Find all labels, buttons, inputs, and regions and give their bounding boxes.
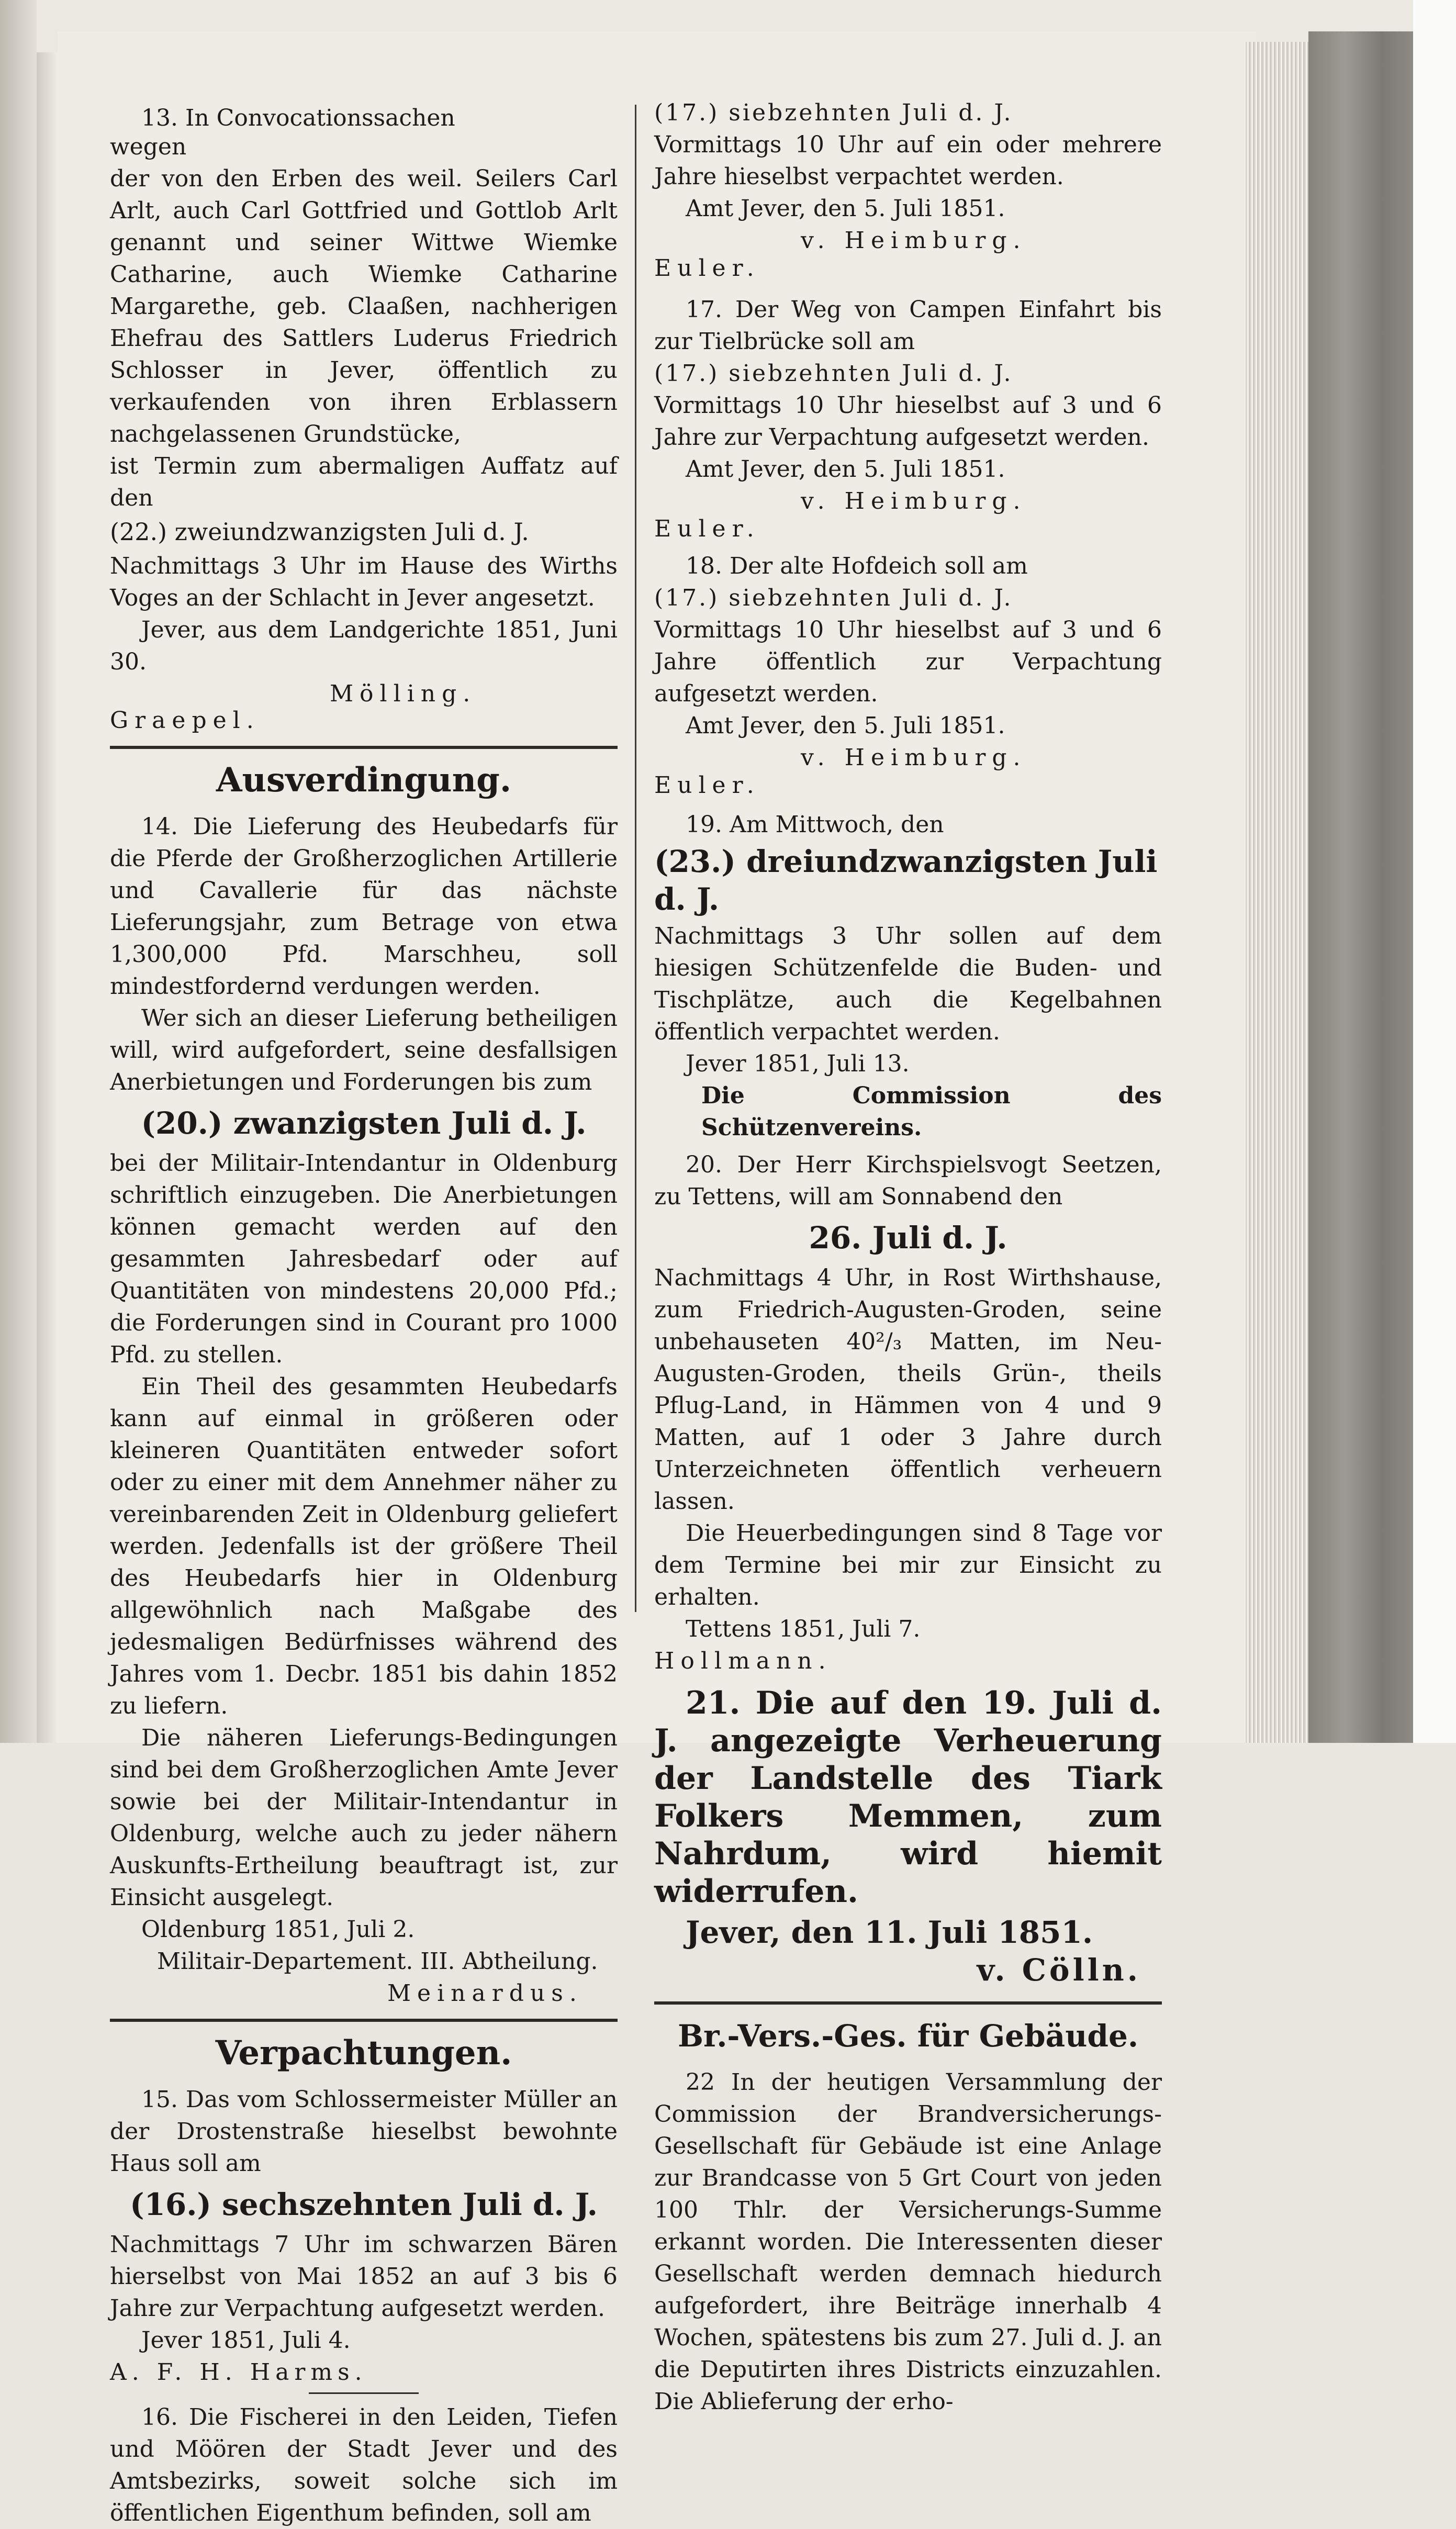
notice-14-p5: Die näheren Lieferungs-Bedingungen sind bei dem Großherzoglichen Amte Jever sowie bei der Militair-Intendantur in Oldenburg, welche auch zu jeder nähern Auskunfts-Ertheilung beauftragt ist, zur Einsicht ausgelegt. [110, 1725, 618, 1911]
section-rule [110, 2019, 618, 2022]
notice-14-place: Oldenburg 1851, Juli 2. [141, 1916, 415, 1943]
notice-13-body: der von den Erben des weil. Seilers Carl Arlt, auch Carl Gottfried und Gottlob Arlt genannt und seiner Wittwe Wiemke Catharine, auch Wiemke Catharine Margarethe, geb. Claaßen, nachherigen Ehefrau des Sattlers Luderus Friedrich Schlosser in Jever, öffentlich zu verkaufenden von ihren Erblassern nachgelassenen Grundstücke, [110, 165, 618, 447]
notice-17-signature-1: v. Heimburg. [801, 488, 1027, 514]
notice-17-p2: Vormittags 10 Uhr hieselbst auf 3 und 6 Jahre zur Verpachtung aufgesetzt werden. [654, 392, 1162, 451]
notice-18 [654, 550, 1162, 801]
notice-15-signature: A. F. H. Harms. [110, 2359, 367, 2386]
notice-13 [110, 102, 618, 736]
notice-18-p1: 18. Der alte Hofdeich soll am [686, 553, 1028, 579]
notice-18-signature-2: Euler. [654, 772, 760, 799]
left-column [110, 102, 618, 2529]
notice-13-line1: 13. In Convocationssachen [141, 105, 455, 131]
notice-13-place: Jever, aus dem Landgerichte 1851, Juni 30. [110, 617, 618, 675]
notice-17 [654, 294, 1162, 545]
notice-15-date: (16.) sechszehnten Juli d. J. [130, 2187, 598, 2222]
notice-18-place: Amt Jever, den 5. Juli 1851. [686, 712, 1005, 739]
notice-15-p1: 15. Das vom Schlossermeister Müller an der Drostenstraße hieselbst bewohnte Haus soll am [110, 2086, 618, 2177]
notice-20-signature: Hollmann. [654, 1648, 832, 1674]
notice-15 [110, 2084, 618, 2388]
background-cloth [1413, 0, 1456, 1743]
notice-18-date: (17.) siebzehnten Juli d. J. [654, 585, 1013, 611]
cont-p1: Vormittags 10 Uhr auf ein oder mehrere Jahre hieselbst verpachtet werden. [654, 131, 1162, 190]
heading-verpachtungen: Verpachtungen. [215, 2033, 512, 2073]
column-separator [635, 105, 636, 1612]
notice-18-signature-1: v. Heimburg. [801, 744, 1027, 771]
cont-signature-2: Euler. [654, 255, 760, 282]
notice-20-p2: Nachmittags 4 Uhr, in Rost Wirthshause, zum Friedrich-Augusten-Groden, seine unbehauseten 40²/₃ Matten, im Neu-Augusten-Groden, theils Grün-, theils Pflug-Land, in Hämmen von 4 und 9 Matten, auf 1 oder 3 Jahre durch Unterzeichneten öffentlich verheuern lassen. [654, 1264, 1162, 1515]
notice-19-place: Jever 1851, Juli 13. [686, 1050, 910, 1077]
notice-20-p3: Die Heuerbedingungen sind 8 Tage vor dem Termine bei mir zur Einsicht zu erhalten. [654, 1520, 1162, 1610]
notice-14 [110, 811, 618, 2009]
notice-17-date: (17.) siebzehnten Juli d. J. [654, 360, 1013, 387]
notice-16-p1: 16. Die Fischerei in den Leiden, Tiefen und Möören der Stadt Jever und des Amtsbezirks, soweit solche sich im öffentlichen Eigenthum befinden, soll am [110, 2404, 618, 2526]
notice-20-place: Tettens 1851, Juli 7. [686, 1616, 921, 1642]
notice-17-place: Amt Jever, den 5. Juli 1851. [686, 456, 1005, 483]
notice-16 [110, 2401, 618, 2529]
notice-19 [654, 809, 1162, 1144]
notice-21-place: Jever, den 11. Juli 1851. [686, 1915, 1093, 1950]
notice-14-signature: Meinardus. [387, 1980, 583, 2007]
notice-14-department: Militair-Departement. III. Abtheilung. [157, 1948, 598, 1975]
notice-21-signature: v. Cölln. [977, 1952, 1141, 1988]
notice-19-p1: 19. Am Mittwoch, den [686, 811, 944, 838]
section-rule [110, 746, 618, 749]
notice-14-p1: 14. Die Lieferung des Heubedarfs für die Pferde der Großherzoglichen Artillerie und Cavallerie für das nächste Lieferungsjahr, zum Betrage von etwa 1,300,000 Pfd. Marschheu, soll mindestfordernd verdungen werden. [110, 813, 618, 1000]
cont-date: (17.) siebzehnten Juli d. J. [654, 99, 1013, 126]
book-cover-board [1308, 31, 1413, 1743]
notice-14-p2: Wer sich an dieser Lieferung betheiligen will, wird aufgefordert, seine desfallsigen Anerbietungen und Forderungen bis zum [110, 1005, 618, 1095]
notice-14-date: (20.) zwanzigsten Juli d. J. [141, 1105, 587, 1141]
section-rule [654, 2001, 1162, 2005]
notice-21 [654, 1684, 1162, 1989]
notice-13-wegen: wegen [110, 133, 187, 160]
notice-17-signature-2: Euler. [654, 516, 760, 542]
notice-19-signature: Die Commission des Schützenvereins. [701, 1082, 1162, 1141]
cont-signature-1: v. Heimburg. [801, 227, 1027, 254]
notice-13-time: Nachmittags 3 Uhr im Hause des Wirths Voges an der Schlacht in Jever angesetzt. [110, 553, 618, 611]
notice-13-termin: ist Termin zum abermaligen Auffatz auf den [110, 453, 618, 511]
notice-19-date: (23.) dreiundzwanzigsten Juli d. J. [654, 844, 1158, 917]
notice-22 [654, 2066, 1162, 2418]
notice-15-place: Jever 1851, Juli 4. [141, 2327, 351, 2354]
notice-19-p2: Nachmittags 3 Uhr sollen auf dem hiesigen Schützenfelde die Buden- und Tischplätze, auch die Kegelbahnen öffentlich verpachtet werden. [654, 923, 1162, 1045]
notice-15-p2: Nachmittags 7 Uhr im schwarzen Bären hierselbst von Mai 1852 an auf 3 bis 6 Jahre zur Verpachtung aufgesetzt werden. [110, 2231, 618, 2322]
notice-14-p3: bei der Militair-Intendantur in Oldenburg schriftlich einzugeben. Die Anerbietungen können gemacht werden auf den gesammten Jahresbedarf oder auf Quantitäten von mindestens 20,000 Pfd.; die Forderungen sind in Courant pro 1000 Pfd. zu stellen. [110, 1150, 618, 1368]
notice-20 [654, 1149, 1162, 1677]
cont-place: Amt Jever, den 5. Juli 1851. [686, 195, 1005, 222]
heading-brandversicherung: Br.-Vers.-Ges. für Gebäude. [677, 2018, 1139, 2054]
notice-13-date: (22.) zweiundzwanzigsten Juli d. J. [110, 518, 529, 546]
book-gutter [37, 52, 58, 1743]
previous-page-edge [0, 0, 37, 1743]
notice-20-date: 26. Juli d. J. [809, 1220, 1007, 1256]
heading-ausverdingung: Ausverdingung. [216, 760, 512, 800]
notice-rule [309, 2392, 419, 2394]
notice-17-p1: 17. Der Weg von Campen Einfahrt bis zur Tielbrücke soll am [654, 296, 1162, 355]
notice-13-signature-1: Mölling. [330, 680, 477, 707]
notice-22-p1: 22 In der heutigen Versammlung der Commission der Brandversicherungs-Gesellschaft für Gebäude ist eine Anlage zur Brandcasse von 5 Grt Court von jeden 100 Thlr. der Versicherungs-Summe erkannt worden. Die Interessenten dieser Gesellschaft werden demnach hiedurch aufgefordert, ihre Beiträge innerhalb 4 Wochen, spätestens bis zum 27. Juli d. J. an die Deputirten ihres Districts einzuzahlen. Die Ablieferung der erho- [654, 2069, 1162, 2415]
notice-20-p1: 20. Der Herr Kirchspielsvogt Seetzen, zu Tettens, will am Sonnabend den [654, 1151, 1162, 1210]
notice-16-continued [654, 97, 1162, 284]
right-column [654, 99, 1162, 2418]
notice-21-text: 21. Die auf den 19. Juli d. J. angezeigte Verheuerung der Landstelle des Tiark Folkers Memmen, zum Nahrdum, wird hiemit widerrufen. [654, 1685, 1162, 1910]
notice-18-p2: Vormittags 10 Uhr hieselbst auf 3 und 6 Jahre öffentlich zur Verpachtung aufgesetzt werden. [654, 617, 1162, 707]
notice-13-signature-2: Graepel. [110, 707, 260, 734]
notice-14-p4: Ein Theil des gesammten Heubedarfs kann auf einmal in größeren oder kleineren Quantitäten entweder sofort oder zu einer mit dem Annehmer näher zu vereinbarenden Zeit in Oldenburg geliefert werden. Jedenfalls ist der größere Theil des Heubedarfs hier in Oldenburg allgewöhnlich nach Maßgabe des jedesmaligen Bedürfnisses während des Jahres vom 1. Decbr. 1851 bis dahin 1852 zu liefern. [110, 1373, 618, 1719]
